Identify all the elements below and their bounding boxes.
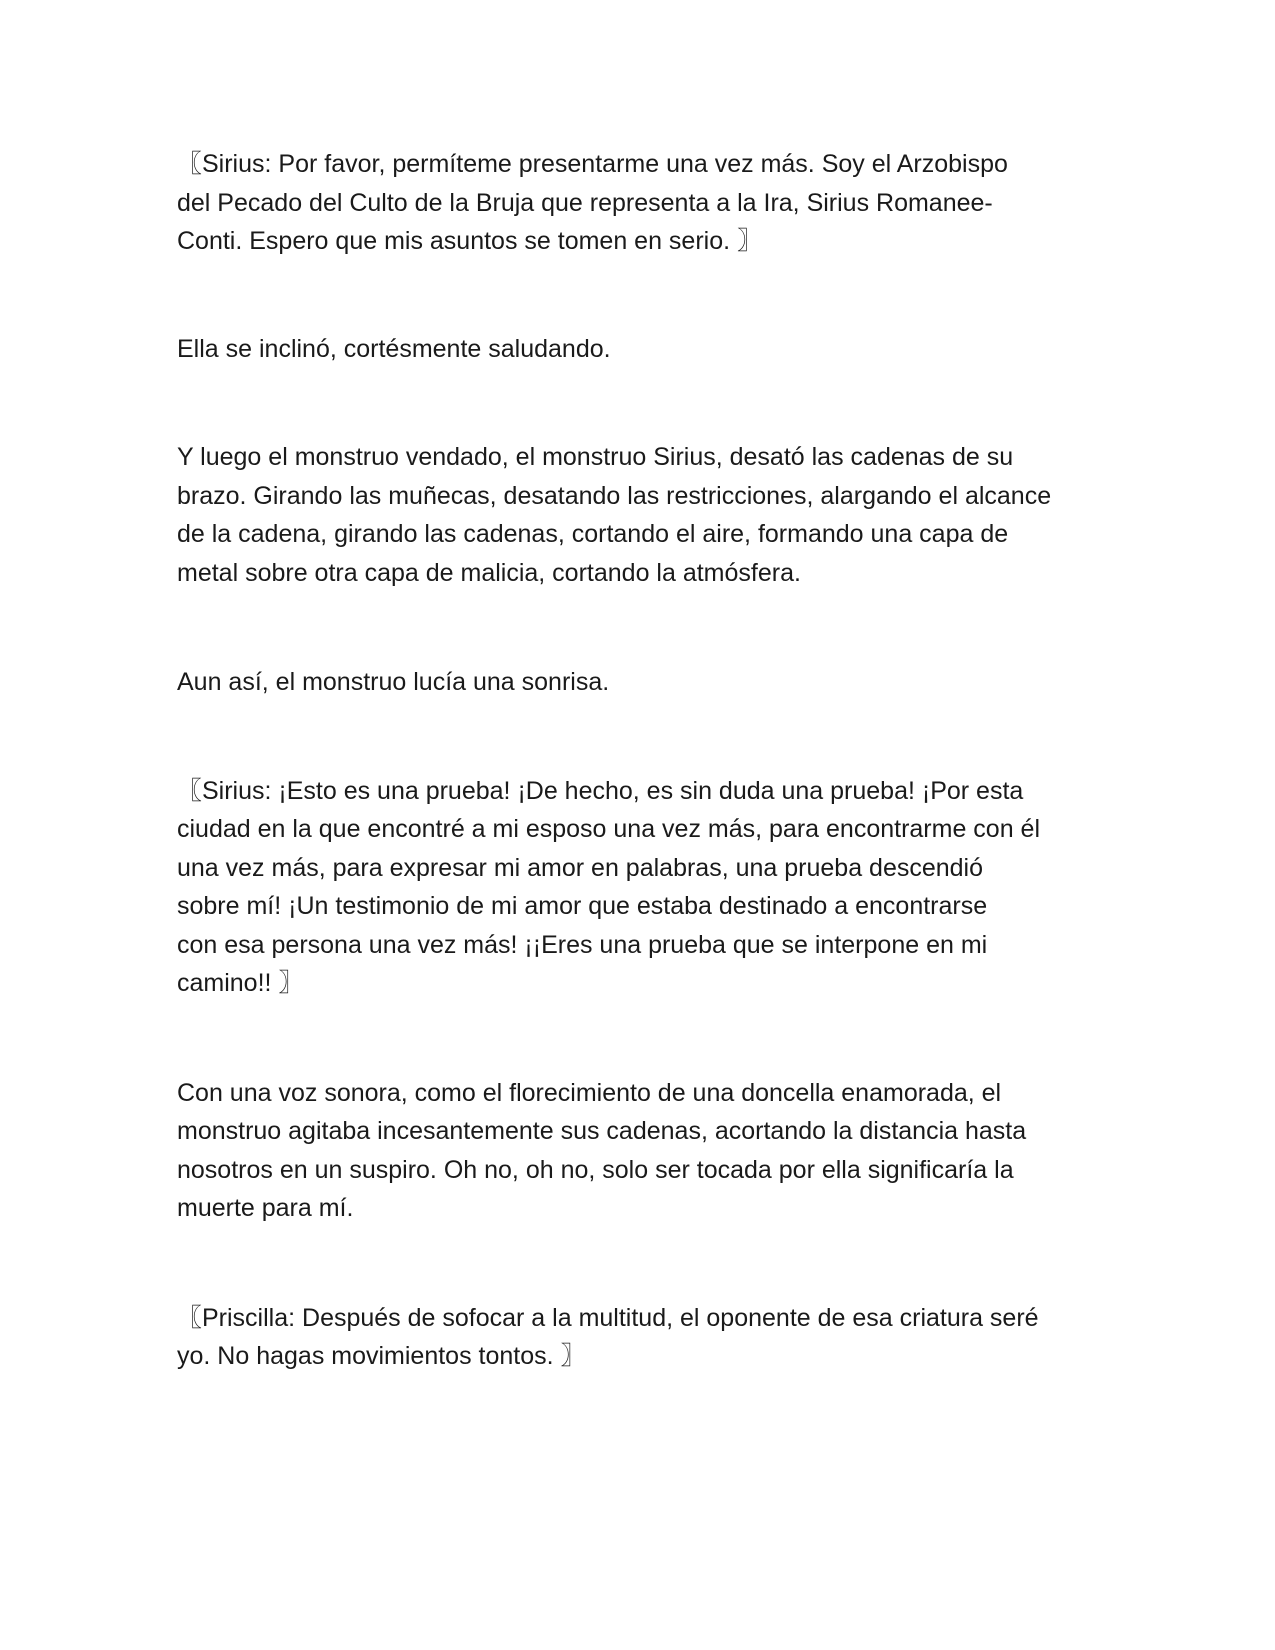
narration-paragraph-sonorous-voice: Con una voz sonora, como el florecimiento de una doncella enamorada, el monstruo agitaba incesantemente sus cadenas, acortando la distancia hasta nosotros en un suspiro. Oh no, oh no, solo ser tocada por ella significaría la muerte para mí. — [177, 1078, 1027, 1222]
document-body — [177, 145, 1107, 1376]
narration-paragraph-chains: Y luego el monstruo vendado, el monstruo Sirius, desató las cadenas de su brazo. Girando las muñecas, desatando las restricciones, alargando el alcance de la cadena, girando las cadenas, cortando el aire, formando una capa de metal sobre otra capa de malicia, cortando la atmósfera. — [177, 443, 1052, 587]
dialogue-paragraph-priscilla: 〖Priscilla: Después de sofocar a la multitud, el oponente de esa criatura seré yo. No hagas movimientos tontos. 〗 — [177, 1303, 1039, 1370]
narration-paragraph-bow: Ella se inclinó, cortésmente saludando. — [177, 334, 611, 363]
narration-paragraph-smile: Aun así, el monstruo lucía una sonrisa. — [177, 668, 610, 696]
dialogue-paragraph-sirius-trial: 〖Sirius: ¡Esto es una prueba! ¡De hecho, es sin duda una prueba! ¡Por esta ciudad en la que encontré a mi esposo una vez más, para encontrarme con él una vez más, para expresar mi amor en palabras, una prueba descendió sobre mí! ¡Un testimonio de mi amor que estaba destinado a encontrarse con esa persona una vez más! ¡¡Eres una prueba que se interpone en mi camino!! 〗 — [177, 776, 1041, 997]
dialogue-paragraph-sirius-introduction: 〖Sirius: Por favor, permíteme presentarme una vez más. Soy el Arzobispo del Pecado del Culto de la Bruja que representa a la Ira, Sirius Romanee- Conti. Espero que mis asuntos se tomen en serio. 〗 — [177, 150, 1008, 255]
